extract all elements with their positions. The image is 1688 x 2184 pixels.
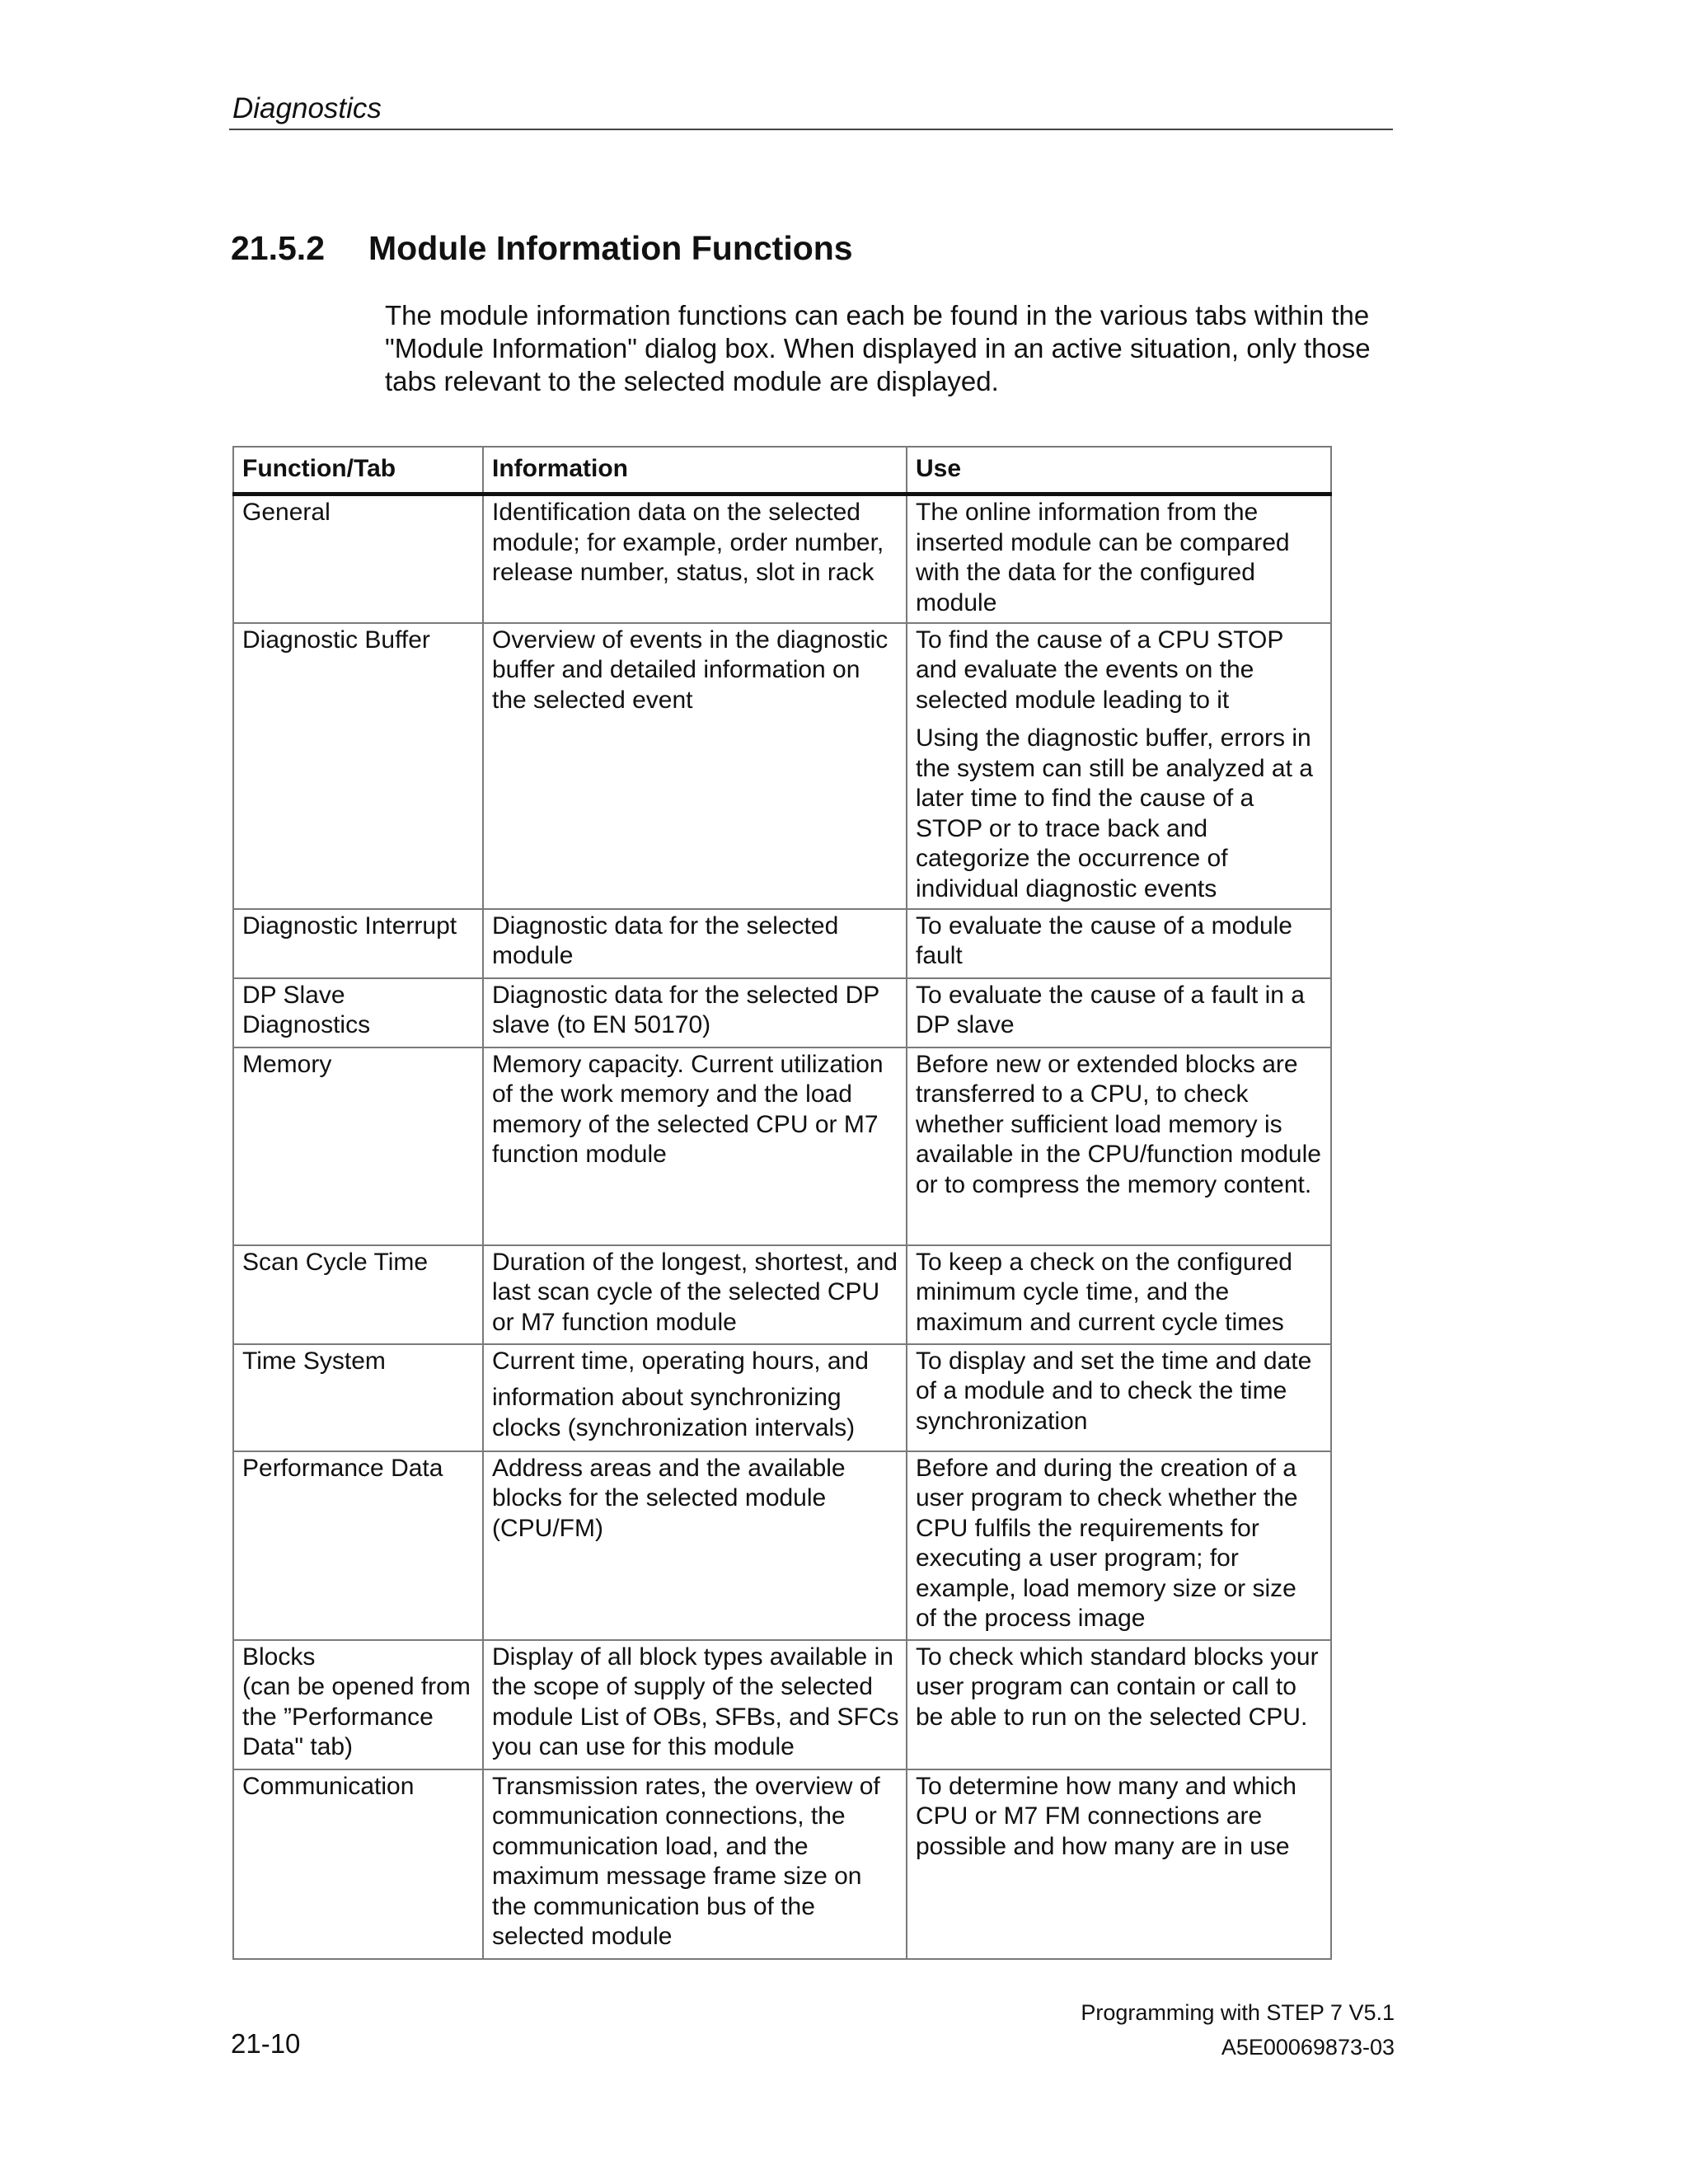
function-cell [233,1640,483,1769]
function-text: Blocks [242,1643,316,1671]
use-cell: Before and during the creation of a user program to check whether the CPU fulfils the requirements for executing a user program; for example, load memory size or size of the process image [907,1451,1331,1640]
function-cell: Diagnostic Interrupt [233,909,483,978]
information-text: Current time, operating hours, and [492,1347,869,1375]
use-text-continued: Using the diagnostic buffer, errors in the system can still be analyzed at a later time to find the cause of a STOP or to trace back and categorize the occurrence of individual diagnostic events [916,724,1313,902]
function-cell: DP Slave Diagnostics [233,978,483,1047]
table-header-row [233,447,1331,494]
information-cell: Diagnostic data for the selected module [483,909,907,978]
function-note: (can be opened from the ”Performance Data" tab) [242,1673,471,1760]
use-cell: To evaluate the cause of a fault in a DP slave [907,978,1331,1047]
footer-page-number: 21-10 [231,2028,301,2059]
use-cell: To check which standard blocks your user program can contain or call to be able to run on the selected CPU. [907,1640,1331,1769]
use-cell: To display and set the time and date of a module and to check the time synchronization [907,1344,1331,1451]
table-row-time-system [233,1344,1331,1451]
table-row-memory [233,1047,1331,1245]
function-cell: Diagnostic Buffer [233,623,483,909]
information-cell: Display of all block types available in the scope of supply of the selected module List of OBs, SFBs, and SFCs you can use for this module [483,1640,907,1769]
table-row-performance-data [233,1451,1331,1640]
information-cell: Transmission rates, the overview of communication connections, the communication load, and the maximum message frame size on the communication bus of the selected module [483,1769,907,1959]
footer-document-number: A5E00069873-03 [1221,2035,1395,2060]
column-header-use: Use [907,447,1331,494]
section-number: 21.5.2 [231,229,325,267]
function-cell: Performance Data [233,1451,483,1640]
table-row-dp-slave-diagnostics [233,978,1331,1047]
header-rule [229,129,1393,130]
column-header-function: Function/Tab [233,447,483,494]
use-cell: To evaluate the cause of a module fault [907,909,1331,978]
information-cell: Identification data on the selected module; for example, order number, release number, status, slot in rack [483,494,907,623]
section-title: Module Information Functions [368,229,853,267]
information-cell: Duration of the longest, shortest, and last scan cycle of the selected CPU or M7 function module [483,1245,907,1344]
table-row-communication [233,1769,1331,1959]
intro-paragraph: The module information functions can each be found in the various tabs within the "Module Information" dialog box. When displayed in an active situation, only those tabs relevant to the selected module are displayed. [385,300,1371,396]
use-cell: To keep a check on the configured minimum cycle time, and the maximum and current cycle times [907,1245,1331,1344]
use-cell: The online information from the inserted module can be compared with the data for the configured module [907,494,1331,623]
information-cell: Overview of events in the diagnostic buffer and detailed information on the selected event [483,623,907,909]
information-cell: Diagnostic data for the selected DP slave (to EN 50170) [483,978,907,1047]
use-cell: Before new or extended blocks are transferred to a CPU, to check whether sufficient load memory is available in the CPU/function module or to compress the memory content. [907,1047,1331,1245]
column-header-information: Information [483,447,907,494]
table-row-general [233,494,1331,623]
table-row-scan-cycle-time [233,1245,1331,1344]
information-cell [483,1344,907,1451]
function-cell: Memory [233,1047,483,1245]
information-cell: Memory capacity. Current utilization of the work memory and the load memory of the selected CPU or M7 function module [483,1047,907,1245]
section-heading [231,227,853,269]
use-cell [907,623,1331,909]
function-cell: Communication [233,1769,483,1959]
function-cell: Time System [233,1344,483,1451]
running-header: Diagnostics [232,92,382,124]
module-information-table [232,446,1332,1960]
table-row-blocks [233,1640,1331,1769]
use-text: To find the cause of a CPU STOP and evaluate the events on the selected module leading to it [916,626,1283,714]
information-text-continued: information about synchronizing clocks (synchronization intervals) [492,1384,856,1441]
table-row-diagnostic-interrupt [233,909,1331,978]
use-cell: To determine how many and which CPU or M7 FM connections are possible and how many are in use [907,1769,1331,1959]
function-cell: Scan Cycle Time [233,1245,483,1344]
table-row-diagnostic-buffer [233,623,1331,909]
information-cell: Address areas and the available blocks for the selected module (CPU/FM) [483,1451,907,1640]
footer-document-title: Programming with STEP 7 V5.1 [1081,2000,1395,2025]
function-cell: General [233,494,483,623]
